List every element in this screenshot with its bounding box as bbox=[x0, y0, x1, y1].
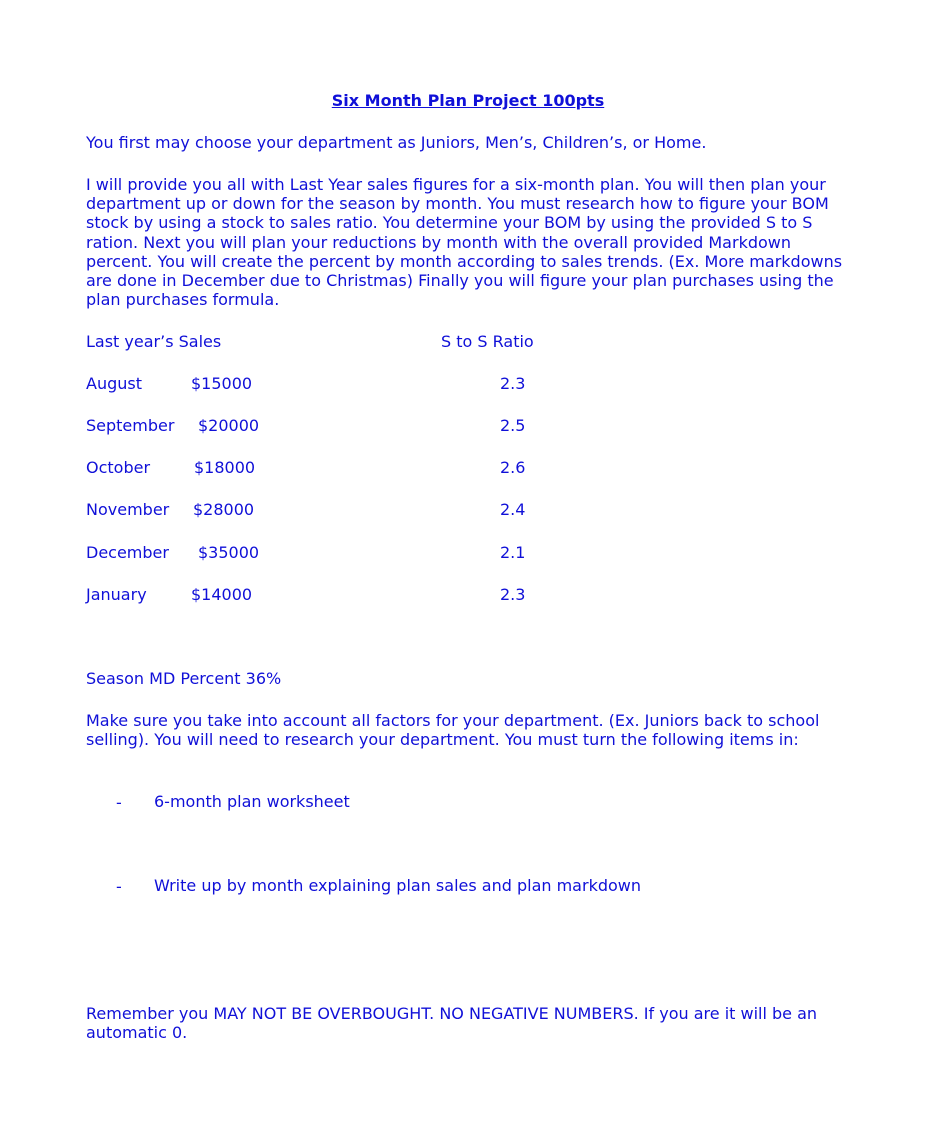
intro-text: You first may choose your department as Juniors, Men’s, Children’s, or Home. bbox=[86, 133, 707, 152]
table-row-month: January bbox=[86, 585, 147, 604]
table-row-month: December bbox=[86, 543, 169, 562]
table-row-amount: $18000 bbox=[194, 458, 256, 477]
instructions-paragraph: I will provide you all with Last Year sales figures for a six-month plan. You will then plan your department up or down for the season by month. You must research how to figure your BOM stock by using a stock to sales ratio. You determine your BOM by using the provided S to S ration. Next you will plan your reductions by month with the overall provided Markdown percent. You will create the percent by month according to sales trends. (Ex. More markdowns are done in December due to Christmas) Finally you will figure your plan purchases using the plan purchases formula. bbox=[86, 175, 843, 310]
table-row-amount: $28000 bbox=[193, 500, 255, 519]
table-row-ratio: 2.6 bbox=[500, 458, 526, 477]
md-percent-text: Season MD Percent 36% bbox=[86, 669, 282, 688]
bullet-dash: - bbox=[116, 877, 122, 896]
table-row-amount: $14000 bbox=[191, 585, 253, 604]
factors-paragraph: Make sure you take into account all factors for your department. (Ex. Juniors back to school selling). You will need to research your department. You must turn the following items in: bbox=[86, 711, 820, 750]
list-item: Write up by month explaining plan sales and plan markdown bbox=[154, 876, 641, 895]
table-row-month: September bbox=[86, 416, 175, 435]
table-row-month: August bbox=[86, 374, 142, 393]
ratio-column-header: S to S Ratio bbox=[441, 332, 534, 351]
sales-column-header: Last year’s Sales bbox=[86, 332, 222, 351]
warning-paragraph: Remember you MAY NOT BE OVERBOUGHT. NO NEGATIVE NUMBERS. If you are it will be an automatic 0. bbox=[86, 1004, 818, 1043]
table-row-amount: $20000 bbox=[198, 416, 260, 435]
table-row-ratio: 2.5 bbox=[500, 416, 526, 435]
table-row-ratio: 2.3 bbox=[500, 585, 526, 604]
table-row-month: November bbox=[86, 500, 170, 519]
bullet-dash: - bbox=[116, 793, 122, 812]
table-row-amount: $15000 bbox=[191, 374, 253, 393]
table-row-ratio: 2.4 bbox=[500, 500, 526, 519]
table-row-ratio: 2.1 bbox=[500, 543, 526, 562]
page-title: Six Month Plan Project 100pts bbox=[331, 91, 605, 110]
table-row-amount: $35000 bbox=[198, 543, 260, 562]
table-row-ratio: 2.3 bbox=[500, 374, 526, 393]
list-item: 6-month plan worksheet bbox=[154, 792, 350, 811]
table-row-month: October bbox=[86, 458, 151, 477]
